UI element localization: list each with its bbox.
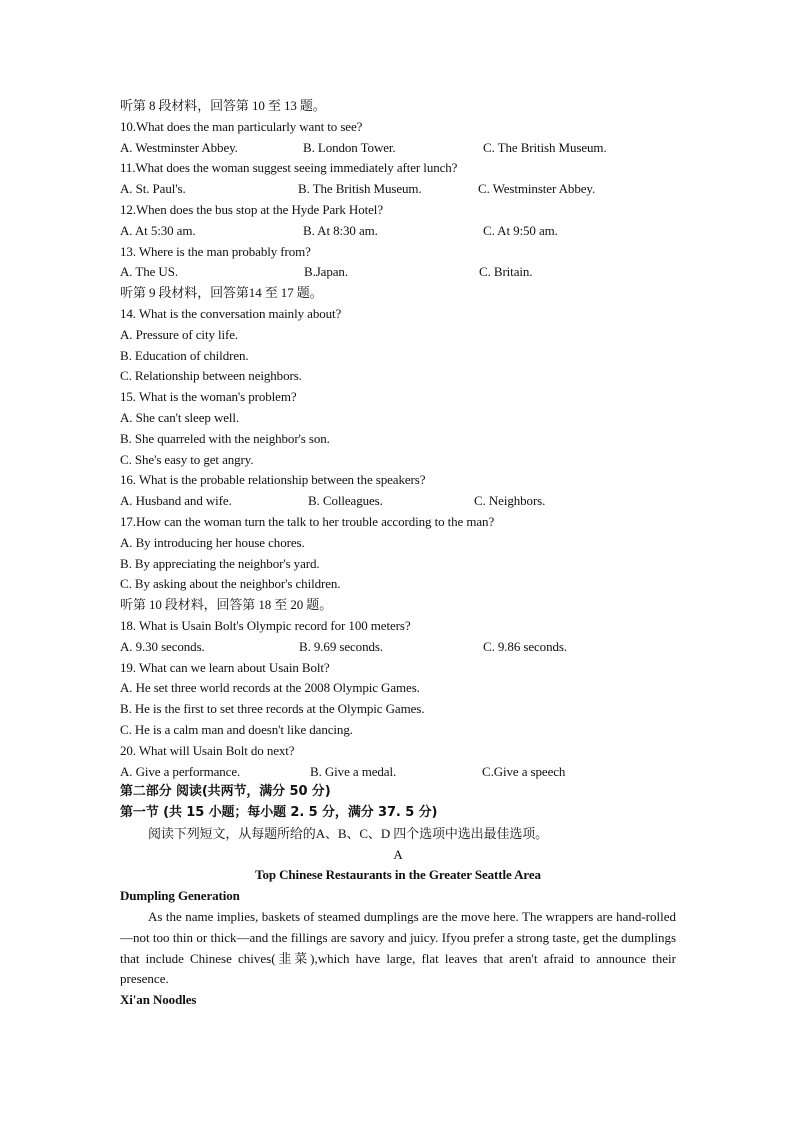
option-a: A. By introducing her house chores. [120,534,305,550]
question-15: 15. What is the woman's problem? [120,389,297,405]
restaurant-name: Xi'an Noodles [120,992,197,1008]
question-19: 19. What can we learn about Usain Bolt? [120,659,330,675]
question-18: 18. What is Usain Bolt's Olympic record for 100 meters? [120,617,411,633]
option-a: A. 9.30 seconds. [120,638,205,654]
part-two-heading: 第二部分 阅读(共两节，满分 50 分) [120,784,331,800]
option-a: A. Pressure of city life. [120,326,239,342]
option-c: C. At 9:50 am. [483,222,558,238]
section-9-intro: 听第 9 段材料，回答第14 至 17 题。 [120,285,323,301]
question-13: 13. Where is the man probably from? [120,243,311,259]
question-18-options [120,637,676,658]
question-13-options [120,262,676,283]
option-b: B. The British Museum. [298,181,422,197]
option-b: B. She quarreled with the neighbor's son. [120,430,330,446]
question-14: 14. What is the conversation mainly about? [120,305,342,321]
option-a: A. St. Paul's. [120,181,186,197]
option-b: B. London Tower. [303,139,396,155]
section-8-intro: 听第 8 段材料，回答第 10 至 13 题。 [120,98,326,113]
exam-page [120,96,676,1011]
question-10: 10.What does the man particularly want to see? [120,118,363,134]
option-c: C.Give a speech [482,763,566,779]
option-a: A. He set three world records at the 2008 Olympic Games. [120,680,420,696]
question-12-options [120,221,676,242]
option-c: C. Westminster Abbey. [478,181,596,197]
question-20-options [120,762,676,783]
section-one-heading: 第一节 (共 15 小题；每小题 2. 5 分，满分 37. 5 分) [120,805,438,821]
question-12: 12.When does the bus stop at the Hyde Park Hotel? [120,201,383,217]
restaurant-name: Dumpling Generation [120,888,240,904]
option-c: C. The British Museum. [483,139,607,155]
passage-letter: A [393,846,403,862]
question-10-options [120,138,676,159]
option-a: A. Give a performance. [120,763,241,779]
option-c: C. Neighbors. [474,493,546,509]
reading-instruction: 阅读下列短文，从每题所给的A、B、C、D 四个选项中选出最佳选项。 [148,825,549,841]
option-a: A. The US. [120,264,178,280]
option-b: B. Colleagues. [308,493,383,509]
option-c: C. She's easy to get angry. [120,451,254,467]
option-b: B. Education of children. [120,347,249,363]
option-b: B. By appreciating the neighbor's yard. [120,555,320,571]
option-b: B. 9.69 seconds. [299,638,383,654]
option-b: B. At 8:30 am. [303,222,378,238]
question-11: 11.What does the woman suggest seeing immediately after lunch? [120,160,458,176]
question-16-options [120,491,676,512]
option-a: A. Westminster Abbey. [120,139,238,155]
option-c: C. 9.86 seconds. [483,638,567,654]
option-a: A. At 5:30 am. [120,222,196,238]
restaurant-description: As the name implies, baskets of steamed dumplings are the move here. The wrappers are hand-rolled —not too thin or thick—and the fillings are savory and juicy. Ifyou prefer a strong taste, get the dumplings that include Chinese chives(韭菜),which have large, flat leaves that aren't afraid to announce their presence. [120,909,676,987]
question-20: 20. What will Usain Bolt do next? [120,742,295,758]
option-c: C. He is a calm man and doesn't like dancing. [120,721,353,737]
option-c: C. Relationship between neighbors. [120,368,302,384]
question-16: 16. What is the probable relationship between the speakers? [120,472,426,488]
question-17: 17.How can the woman turn the talk to her trouble according to the man? [120,513,495,529]
option-b: B. He is the first to set three records at the Olympic Games. [120,701,425,717]
option-a: A. Husband and wife. [120,493,232,509]
option-b: B.Japan. [304,264,348,280]
option-a: A. She can't sleep well. [120,409,240,425]
option-c: C. By asking about the neighbor's children. [120,576,341,592]
option-c: C. Britain. [479,264,533,280]
option-b: B. Give a medal. [310,763,397,779]
question-11-options [120,179,676,200]
section-10-intro: 听第 10 段材料，回答第 18 至 20 题。 [120,597,333,613]
passage-title: Top Chinese Restaurants in the Greater Seattle Area [255,867,541,883]
